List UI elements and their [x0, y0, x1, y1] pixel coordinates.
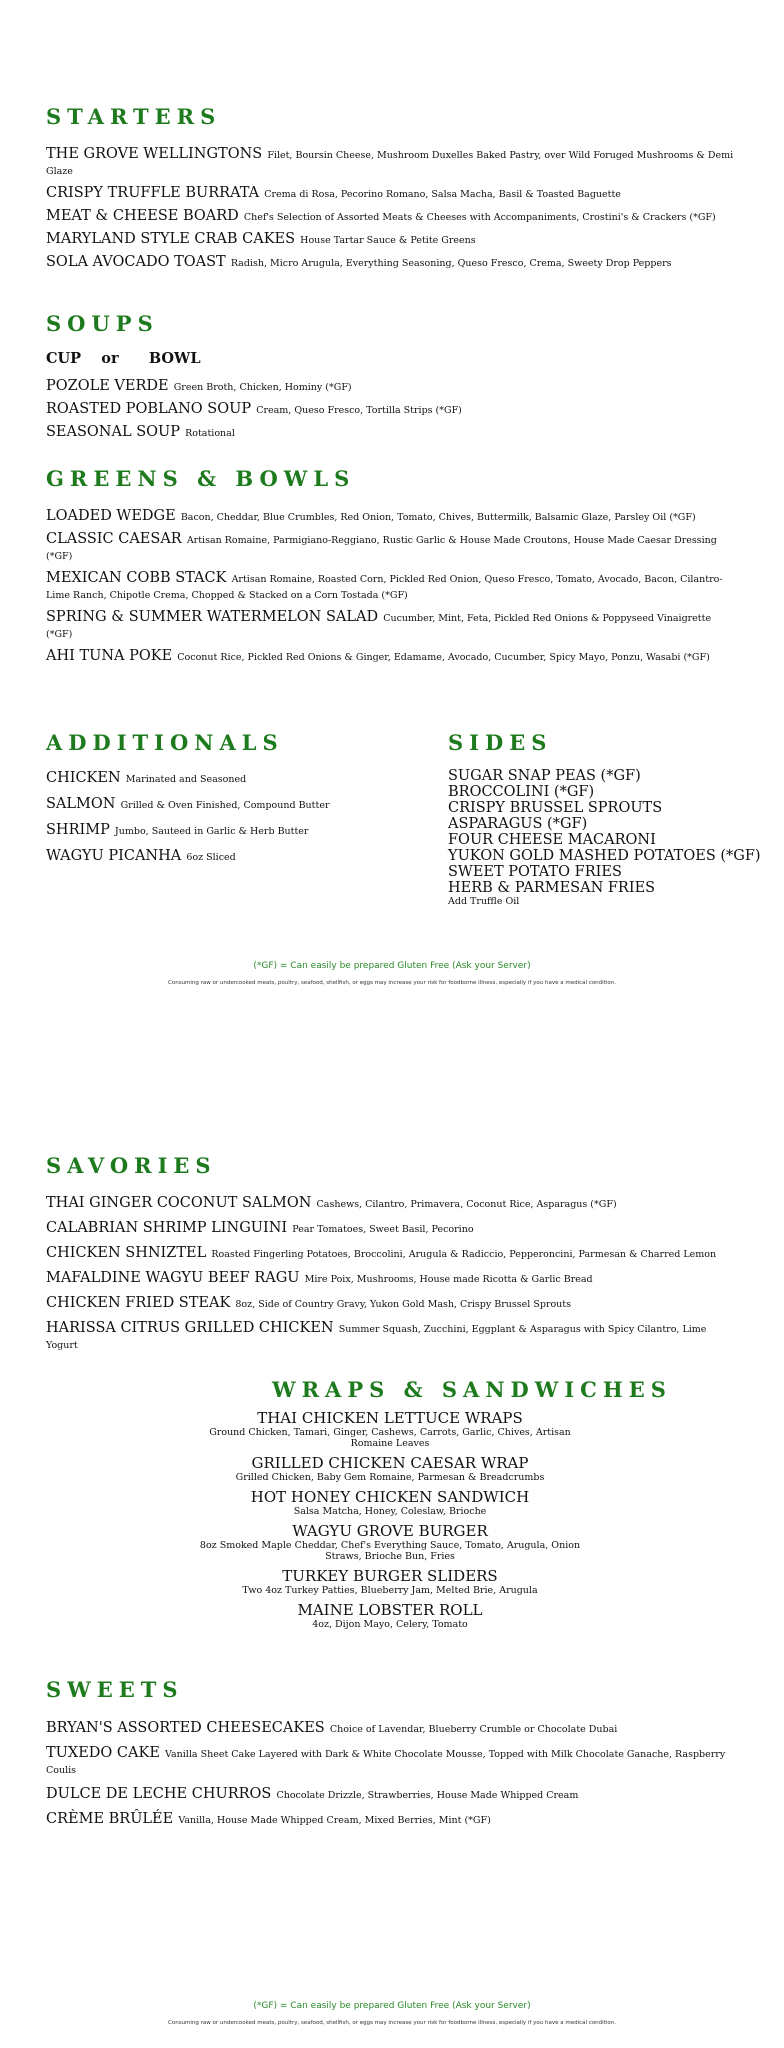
menu-item: [46, 378, 736, 394]
item-name: WAGYU GROVE BURGER: [292, 1522, 488, 1540]
item-desc: Chocolate Drizzle, Strawberries, House Made Whipped Cream: [276, 1790, 579, 1801]
menu-item: [46, 401, 736, 417]
item-name: MAINE LOBSTER ROLL: [297, 1601, 483, 1619]
item-name: AHI TUNA POKE: [46, 648, 173, 664]
item-desc: Roasted Fingerling Potatoes, Broccolini, Arugula & Radiccio, Pepperoncini, Parmesan & Charred Lemon: [211, 1249, 717, 1260]
item-name: TURKEY BURGER SLIDERS: [282, 1567, 498, 1585]
side-item: SWEET POTATO FRIES: [448, 864, 622, 880]
item-desc: 4oz, Dijon Mayo, Celery, Tomato: [312, 1619, 468, 1630]
section-title-soups: SOUPS: [46, 311, 159, 336]
item-name: CHICKEN: [46, 770, 121, 786]
item-desc: Grilled Chicken, Baby Gem Romaine, Parmesan & Breadcrumbs: [235, 1472, 545, 1483]
menu-item: [46, 231, 736, 247]
item-name: MAFALDINE WAGYU BEEF RAGU: [46, 1270, 300, 1286]
item-desc: Crema di Rosa, Pecorino Romano, Salsa Macha, Basil & Toasted Baguette: [264, 189, 621, 200]
item-name: THAI CHICKEN LETTUCE WRAPS: [257, 1409, 523, 1427]
menu-item: [46, 146, 736, 178]
item-desc: Artisan Romaine, Parmigiano-Reggiano, Rustic Garlic & House Made Croutons, House Made Caesar Dressing (*GF): [46, 535, 717, 562]
item-desc: Grilled & Oven Finished, Compound Butter: [120, 800, 330, 811]
menu-item: [46, 1220, 736, 1236]
soups-list: [46, 378, 736, 447]
item-desc: 6oz Sliced: [186, 852, 236, 863]
item-desc: Green Broth, Chicken, Hominy (*GF): [173, 382, 352, 393]
item-name: BRYAN'S ASSORTED CHEESECAKES: [46, 1720, 325, 1736]
menu-item: [190, 1489, 590, 1517]
item-desc: Vanilla Sheet Cake Layered with Dark & White Chocolate Mousse, Topped with Milk Chocolate Ganache, Raspberry Coulis: [46, 1749, 726, 1776]
section-title-greens: GREENS & BOWLS: [46, 466, 356, 491]
menu-item: [46, 848, 416, 864]
item-desc: Filet, Boursin Cheese, Mushroom Duxelles Baked Pastry, over Wild Foruged Mushrooms & Demi Glaze: [46, 150, 734, 177]
menu-item: [190, 1410, 590, 1449]
menu-item: [190, 1568, 590, 1596]
item-name: TUXEDO CAKE: [46, 1745, 160, 1761]
menu-item: [46, 609, 736, 641]
item-name: CRÈME BRÛLÉE: [46, 1811, 174, 1827]
item-desc: Bacon, Cheddar, Blue Crumbles, Red Onion, Tomato, Chives, Buttermilk, Balsamic Glaze, Parsley Oil (*GF): [180, 512, 696, 523]
item-name: DULCE DE LECHE CHURROS: [46, 1786, 272, 1802]
side-item: FOUR CHEESE MACARONI: [448, 832, 656, 848]
consumption-warning: Consuming raw or undercooked meats, poultry, seafood, shellfish, or eggs may increase your risk for foodborne illness, especially if you have a medical condition.: [168, 2020, 616, 2026]
menu-item: [46, 254, 736, 270]
menu-item: [46, 796, 416, 812]
item-name: THE GROVE WELLINGTONS: [46, 146, 263, 162]
item-name: MEAT & CHEESE BOARD: [46, 208, 239, 224]
wraps-list: [190, 1410, 590, 1636]
item-desc: 8oz Smoked Maple Cheddar, Chef's Everything Sauce, Tomato, Arugula, Onion Straws, Brioche Bun, Fries: [199, 1540, 581, 1562]
item-desc: Cucumber, Mint, Feta, Pickled Red Onions & Poppyseed Vinaigrette (*GF): [46, 613, 712, 640]
menu-item: [46, 822, 416, 838]
item-name: CALABRIAN SHRIMP LINGUINI: [46, 1220, 288, 1236]
menu-item: [46, 1320, 736, 1352]
menu-item: [46, 1745, 736, 1777]
item-desc: Cream, Queso Fresco, Tortilla Strips (*GF): [256, 405, 462, 416]
side-item: ASPARAGUS (*GF): [448, 816, 588, 832]
item-name: MARYLAND STYLE CRAB CAKES: [46, 231, 296, 247]
item-desc: Summer Squash, Zucchini, Eggplant & Asparagus with Spicy Cilantro, Lime Yogurt: [46, 1324, 707, 1351]
menu-item: [46, 1195, 736, 1211]
side-item: CRISPY BRUSSEL SPROUTS: [448, 800, 663, 816]
item-desc: Artisan Romaine, Roasted Corn, Pickled Red Onion, Queso Fresco, Tomato, Avocado, Bacon, Cilantro-Lime Ranch, Chipotle Crema, Chopped & Stacked on a Corn Tostada (*GF): [46, 574, 723, 601]
side-note: Add Truffle Oil: [448, 896, 520, 907]
item-desc: Ground Chicken, Tamari, Ginger, Cashews, Carrots, Garlic, Chives, Artisan Romaine Leaves: [209, 1427, 571, 1449]
item-desc: Coconut Rice, Pickled Red Onions & Ginger, Edamame, Avocado, Cucumber, Spicy Mayo, Ponzu, Wasabi (*GF): [177, 652, 710, 663]
item-desc: Radish, Micro Arugula, Everything Seasoning, Queso Fresco, Crema, Sweety Drop Peppers: [230, 258, 672, 269]
item-name: SEASONAL SOUP: [46, 424, 181, 440]
menu-item: [46, 1295, 736, 1311]
side-item: YUKON GOLD MASHED POTATOES (*GF): [448, 848, 761, 864]
menu-item: [190, 1602, 590, 1630]
item-desc: Choice of Lavendar, Blueberry Crumble or Chocolate Dubai: [329, 1724, 618, 1735]
item-desc: Rotational: [185, 428, 235, 439]
menu-item: [46, 1720, 736, 1736]
menu-item: [46, 1245, 736, 1261]
section-title-additionals: ADDITIONALS: [46, 730, 284, 755]
greens-list: [46, 508, 736, 671]
additionals-list: [46, 770, 416, 874]
menu-item: [190, 1523, 590, 1562]
menu-item: [46, 531, 736, 563]
menu-item: [46, 508, 736, 524]
item-desc: Cashews, Cilantro, Primavera, Coconut Rice, Asparagus (*GF): [316, 1199, 617, 1210]
item-name: POZOLE VERDE: [46, 378, 169, 394]
item-name: SPRING & SUMMER WATERMELON SALAD: [46, 609, 379, 625]
starters-list: [46, 146, 736, 277]
item-name: LOADED WEDGE: [46, 508, 176, 524]
menu-item: [46, 185, 736, 201]
consumption-warning: Consuming raw or undercooked meats, poultry, seafood, shellfish, or eggs may increase your risk for foodborne illness, especially if you have a medical condition.: [168, 980, 616, 986]
menu-item: [46, 648, 736, 664]
item-name: ROASTED POBLANO SOUP: [46, 401, 252, 417]
menu-item: [46, 208, 736, 224]
menu-item: [46, 1811, 736, 1827]
menu-item: [46, 570, 736, 602]
item-name: SHRIMP: [46, 822, 110, 838]
section-title-wraps: WRAPS & SANDWICHES: [272, 1377, 672, 1402]
side-item: SUGAR SNAP PEAS (*GF): [448, 768, 641, 784]
item-name: SOLA AVOCADO TOAST: [46, 254, 226, 270]
item-desc: 8oz, Side of Country Gravy, Yukon Gold Mash, Crispy Brussel Sprouts: [235, 1299, 571, 1310]
item-desc: Pear Tomatoes, Sweet Basil, Pecorino: [292, 1224, 474, 1235]
gluten-free-note: (*GF) = Can easily be prepared Gluten Free (Ask your Server): [253, 961, 531, 971]
cup-or-bowl: CUP or BOWL: [46, 350, 201, 367]
item-name: WAGYU PICANHA: [46, 848, 182, 864]
item-desc: Jumbo, Sauteed in Garlic & Herb Butter: [114, 826, 309, 837]
item-name: CHICKEN SHNIZTEL: [46, 1245, 207, 1261]
sweets-list: [46, 1720, 736, 1836]
menu-item: [190, 1455, 590, 1483]
gluten-free-note: (*GF) = Can easily be prepared Gluten Free (Ask your Server): [253, 2001, 531, 2011]
menu-item: [46, 1786, 736, 1802]
section-title-starters: STARTERS: [46, 104, 222, 129]
item-name: HOT HONEY CHICKEN SANDWICH: [250, 1488, 530, 1506]
side-item: HERB & PARMESAN FRIES: [448, 880, 656, 896]
item-desc: Two 4oz Turkey Patties, Blueberry Jam, Melted Brie, Arugula: [242, 1585, 538, 1596]
menu-item: [46, 770, 416, 786]
item-desc: House Tartar Sauce & Petite Greens: [300, 235, 476, 246]
item-desc: Vanilla, House Made Whipped Cream, Mixed Berries, Mint (*GF): [178, 1815, 491, 1826]
item-desc: Salsa Matcha, Honey, Coleslaw, Brioche: [293, 1506, 487, 1517]
item-desc: Marinated and Seasoned: [125, 774, 247, 785]
item-name: SALMON: [46, 796, 116, 812]
section-title-savories: SAVORIES: [46, 1153, 217, 1178]
savories-list: [46, 1195, 736, 1361]
side-item: BROCCOLINI (*GF): [448, 784, 595, 800]
menu-item: [46, 424, 736, 440]
item-desc: Mire Poix, Mushrooms, House made Ricotta & Garlic Bread: [304, 1274, 593, 1285]
item-name: CHICKEN FRIED STEAK: [46, 1295, 231, 1311]
sides-list: [448, 768, 761, 908]
menu-item: [46, 1270, 736, 1286]
section-title-sides: SIDES: [448, 730, 553, 755]
item-name: HARISSA CITRUS GRILLED CHICKEN: [46, 1320, 334, 1336]
item-name: MEXICAN COBB STACK: [46, 570, 227, 586]
item-name: CLASSIC CAESAR: [46, 531, 182, 547]
item-name: THAI GINGER COCONUT SALMON: [46, 1195, 312, 1211]
item-desc: Chef's Selection of Assorted Meats & Cheeses with Accompaniments, Crostini's & Crackers (*GF): [243, 212, 716, 223]
item-name: CRISPY TRUFFLE BURRATA: [46, 185, 260, 201]
item-name: GRILLED CHICKEN CAESAR WRAP: [251, 1454, 529, 1472]
section-title-sweets: SWEETS: [46, 1677, 184, 1702]
